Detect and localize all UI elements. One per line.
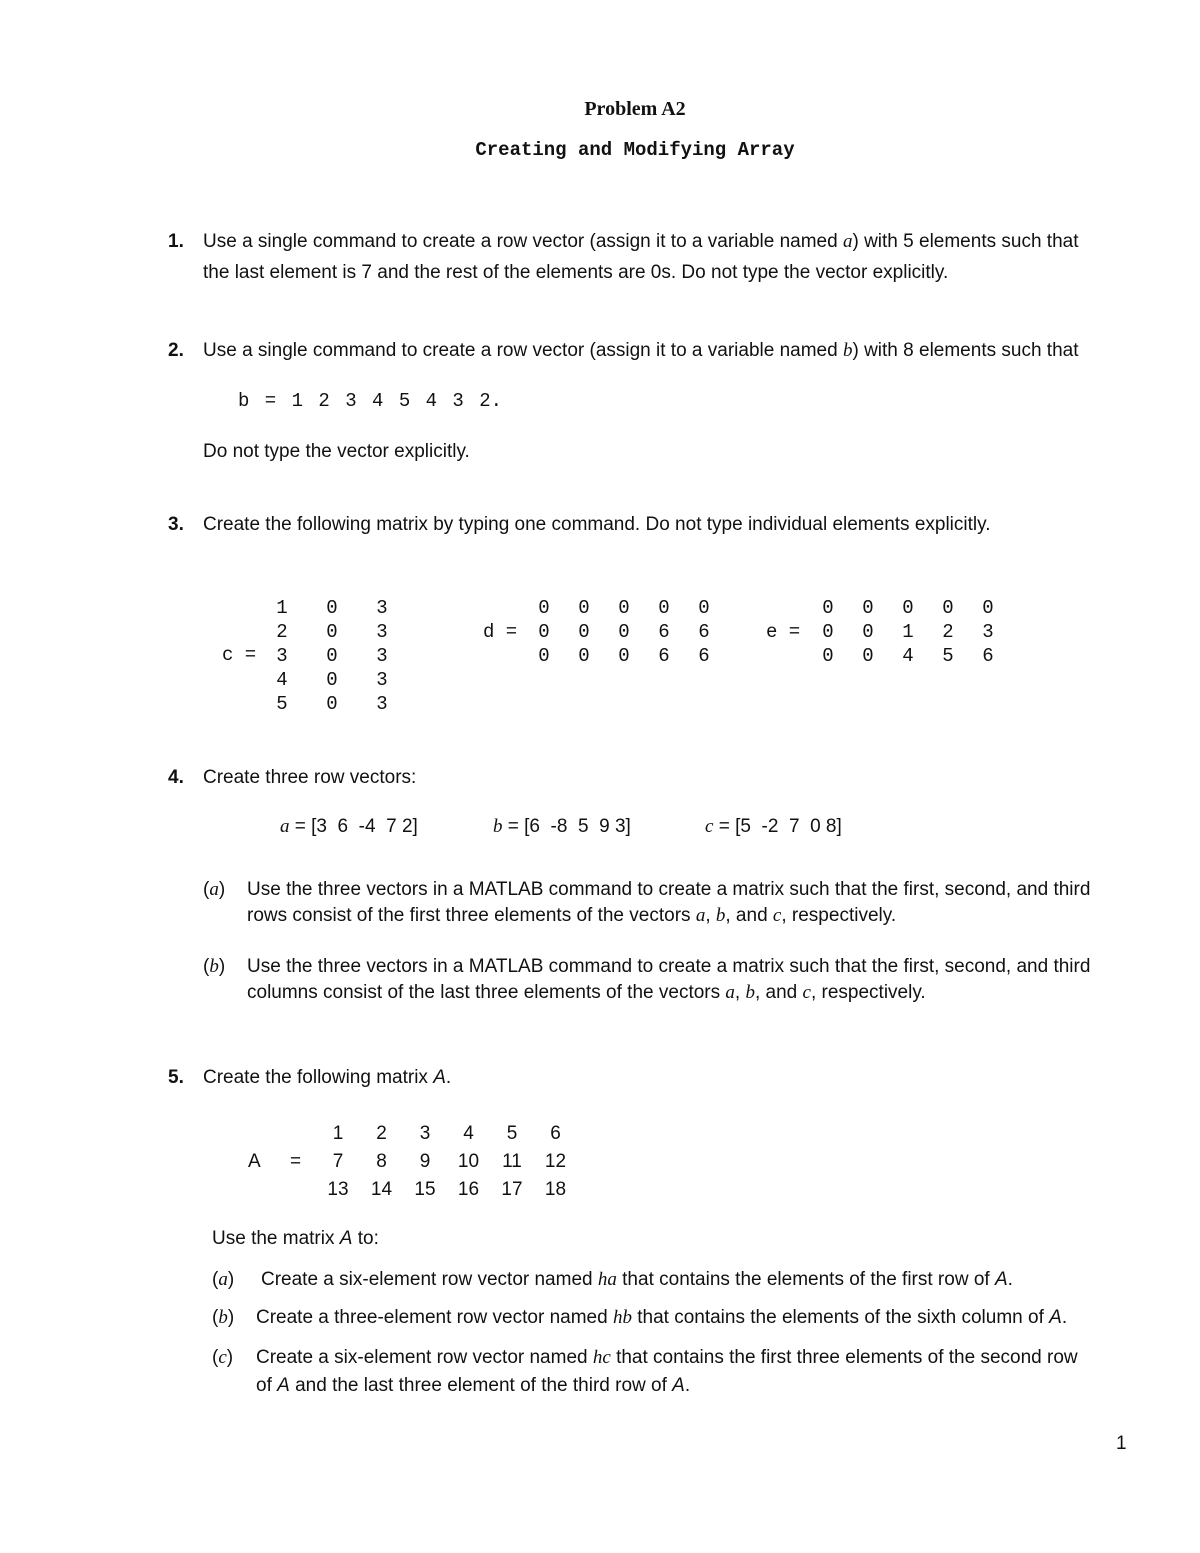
matrix-c-cell: 5	[276, 693, 288, 715]
matrix-d-cell: 0	[538, 621, 550, 643]
matrix-c-cell: 0	[326, 669, 338, 691]
matrix-e-cell: 3	[982, 621, 994, 643]
q5c-label: (c)	[212, 1347, 234, 1368]
page-title: Problem A2	[584, 98, 686, 120]
matrix-e-cell: 0	[982, 597, 994, 619]
matrix-c-cell: 1	[276, 597, 288, 619]
matrix-A-cell: 2	[376, 1123, 387, 1144]
matrix-d-cell: 6	[658, 621, 670, 643]
q2-equation: b = 1 2 3 4 5 4 3 2.	[238, 390, 503, 412]
q5-number: 5.	[168, 1067, 184, 1088]
matrix-d-cell: 0	[538, 597, 550, 619]
matrix-A-cell: 15	[414, 1179, 436, 1200]
q1-number: 1.	[168, 231, 184, 252]
matrix-c-label: c =	[222, 644, 257, 666]
q1-line2: the last element is 7 and the rest of the elements are 0s. Do not type the vector explicitly.	[203, 262, 949, 283]
matrix-c-cell: 4	[276, 669, 288, 691]
matrix-A-cell: 8	[376, 1151, 387, 1172]
matrix-e-cell: 0	[862, 645, 874, 667]
matrix-A-cell: 17	[501, 1179, 523, 1200]
q2-text-b: ) with 8 elements such that	[852, 340, 1079, 361]
matrix-e-cell: 0	[942, 597, 954, 619]
q3-number: 3.	[168, 514, 184, 535]
matrix-A-cell: 6	[550, 1123, 561, 1144]
matrix-d-cell: 0	[578, 645, 590, 667]
q3-text: Create the following matrix by typing one command. Do not type individual elements explicitly.	[203, 514, 991, 535]
matrix-c-cell: 0	[326, 621, 338, 643]
vector-a	[280, 816, 418, 838]
vector-c-value: = [5 -2 7 0 8]	[713, 816, 842, 837]
matrix-A-cell: 13	[327, 1179, 349, 1200]
matrix-c-cell: 3	[376, 621, 388, 643]
matrix-c-cell: 3	[376, 597, 388, 619]
matrix-e-cell: 6	[982, 645, 994, 667]
matrix-c-cell: 3	[376, 645, 388, 667]
matrix-d-cell: 0	[578, 621, 590, 643]
matrix-A-cell: 10	[457, 1151, 480, 1172]
q5-use-text: Use the matrix A to:	[212, 1228, 379, 1249]
matrix-A-cell: 7	[332, 1151, 344, 1172]
q5a-text: Create a six-element row vector named ha that contains the elements of the first row of A.	[261, 1269, 1013, 1290]
page-number: 1	[1116, 1433, 1127, 1454]
matrix-A-equals: =	[290, 1151, 302, 1172]
q4a-line1: Use the three vectors in a MATLAB command to create a matrix such that the first, second, and third	[247, 879, 1091, 900]
matrix-d-cell: 0	[618, 621, 630, 643]
q2-text-a: Use a single command to create a row vector (assign it to a variable named	[203, 340, 843, 361]
q1-text-b: ) with 5 elements such that	[852, 231, 1079, 252]
matrix-e-cell: 0	[862, 621, 874, 643]
matrix-A-label: A	[248, 1151, 261, 1172]
q1-line1	[203, 231, 1078, 253]
matrix-d-label: d =	[483, 621, 518, 643]
matrix-d-cell: 0	[618, 645, 630, 667]
matrix-A-cell: 4	[463, 1123, 474, 1144]
matrix-d-cell: 6	[658, 645, 670, 667]
matrix-c-cell: 3	[376, 693, 388, 715]
q4a-line2: rows consist of the first three elements of the vectors a, b, and c, respectively.	[247, 905, 897, 926]
q2-line1	[203, 340, 1078, 362]
matrix-A-cell: 14	[370, 1179, 393, 1200]
matrix-A-cell: 18	[544, 1179, 567, 1200]
page-subtitle: Creating and Modifying Array	[475, 139, 795, 161]
matrix-d-cell: 0	[538, 645, 550, 667]
vector-c	[705, 816, 842, 838]
matrix-e-cell: 5	[942, 645, 954, 667]
matrix-c-cell: 0	[326, 645, 338, 667]
matrix-e-cell: 0	[822, 597, 834, 619]
q4b-label: (b)	[203, 956, 226, 977]
matrix-A-cell: 11	[502, 1151, 522, 1172]
matrix-e-cell: 0	[902, 597, 914, 619]
matrix-A-cell: 3	[419, 1123, 431, 1144]
q5c-line1: Create a six-element row vector named hc that contains the first three elements of the second row	[256, 1347, 1078, 1368]
matrix-e-cell: 1	[902, 621, 914, 643]
q4b-line2: columns consist of the last three elements of the vectors a, b, and c, respectively.	[247, 982, 926, 1003]
q5c-line2: of A and the last three element of the third row of A.	[256, 1375, 691, 1396]
vector-a-value: = [3 6 -4 7 2]	[289, 816, 418, 837]
matrix-e-cell: 2	[942, 621, 954, 643]
matrix-d-cell: 0	[658, 597, 670, 619]
matrix-A-cell: 12	[544, 1151, 567, 1172]
matrix-c-cell: 3	[276, 645, 288, 667]
vector-a-name: a	[280, 816, 290, 837]
matrix-e-cell: 0	[822, 621, 834, 643]
q2-note: Do not type the vector explicitly.	[203, 441, 470, 462]
q1-var: a	[842, 231, 853, 252]
q1-text-a: Use a single command to create a row vector (assign it to a variable named	[203, 231, 843, 252]
matrix-c-cell: 3	[376, 669, 388, 691]
q5a-label: (a)	[212, 1269, 235, 1290]
q5b-label: (b)	[212, 1307, 235, 1328]
matrix-d-cell: 6	[698, 645, 710, 667]
matrix-c-cell: 0	[326, 597, 338, 619]
matrix-A-cell: 16	[457, 1179, 480, 1200]
q4-text: Create three row vectors:	[203, 767, 417, 788]
matrix-e-cell: 4	[902, 645, 914, 667]
matrix-d-cell: 0	[618, 597, 630, 619]
matrix-e-cell: 0	[822, 645, 834, 667]
matrix-A-cell: 9	[419, 1151, 431, 1172]
vector-b	[493, 816, 631, 838]
matrix-c-cell: 0	[326, 693, 338, 715]
q5-text: Create the following matrix A.	[203, 1067, 452, 1088]
vector-c-name: c	[705, 816, 714, 837]
matrix-c-cell: 2	[276, 621, 288, 643]
q5b-text: Create a three-element row vector named hb that contains the elements of the sixth column of A.	[256, 1307, 1068, 1328]
matrix-e-cell: 0	[862, 597, 874, 619]
q2-var: b	[842, 340, 853, 361]
q4a-label: (a)	[203, 879, 226, 900]
vector-b-value: = [6 -8 5 9 3]	[502, 816, 631, 837]
matrix-A-cell: 5	[506, 1123, 518, 1144]
matrix-d-cell: 6	[698, 621, 710, 643]
vector-b-name: b	[493, 816, 503, 837]
q4b-line1: Use the three vectors in a MATLAB command to create a matrix such that the first, second, and third	[247, 956, 1091, 977]
q4-number: 4.	[168, 767, 184, 788]
q2-number: 2.	[168, 340, 184, 361]
matrix-d-cell: 0	[578, 597, 590, 619]
matrix-e-label: e =	[766, 621, 801, 643]
matrix-A-cell: 1	[332, 1123, 344, 1144]
matrix-d-cell: 0	[698, 597, 710, 619]
